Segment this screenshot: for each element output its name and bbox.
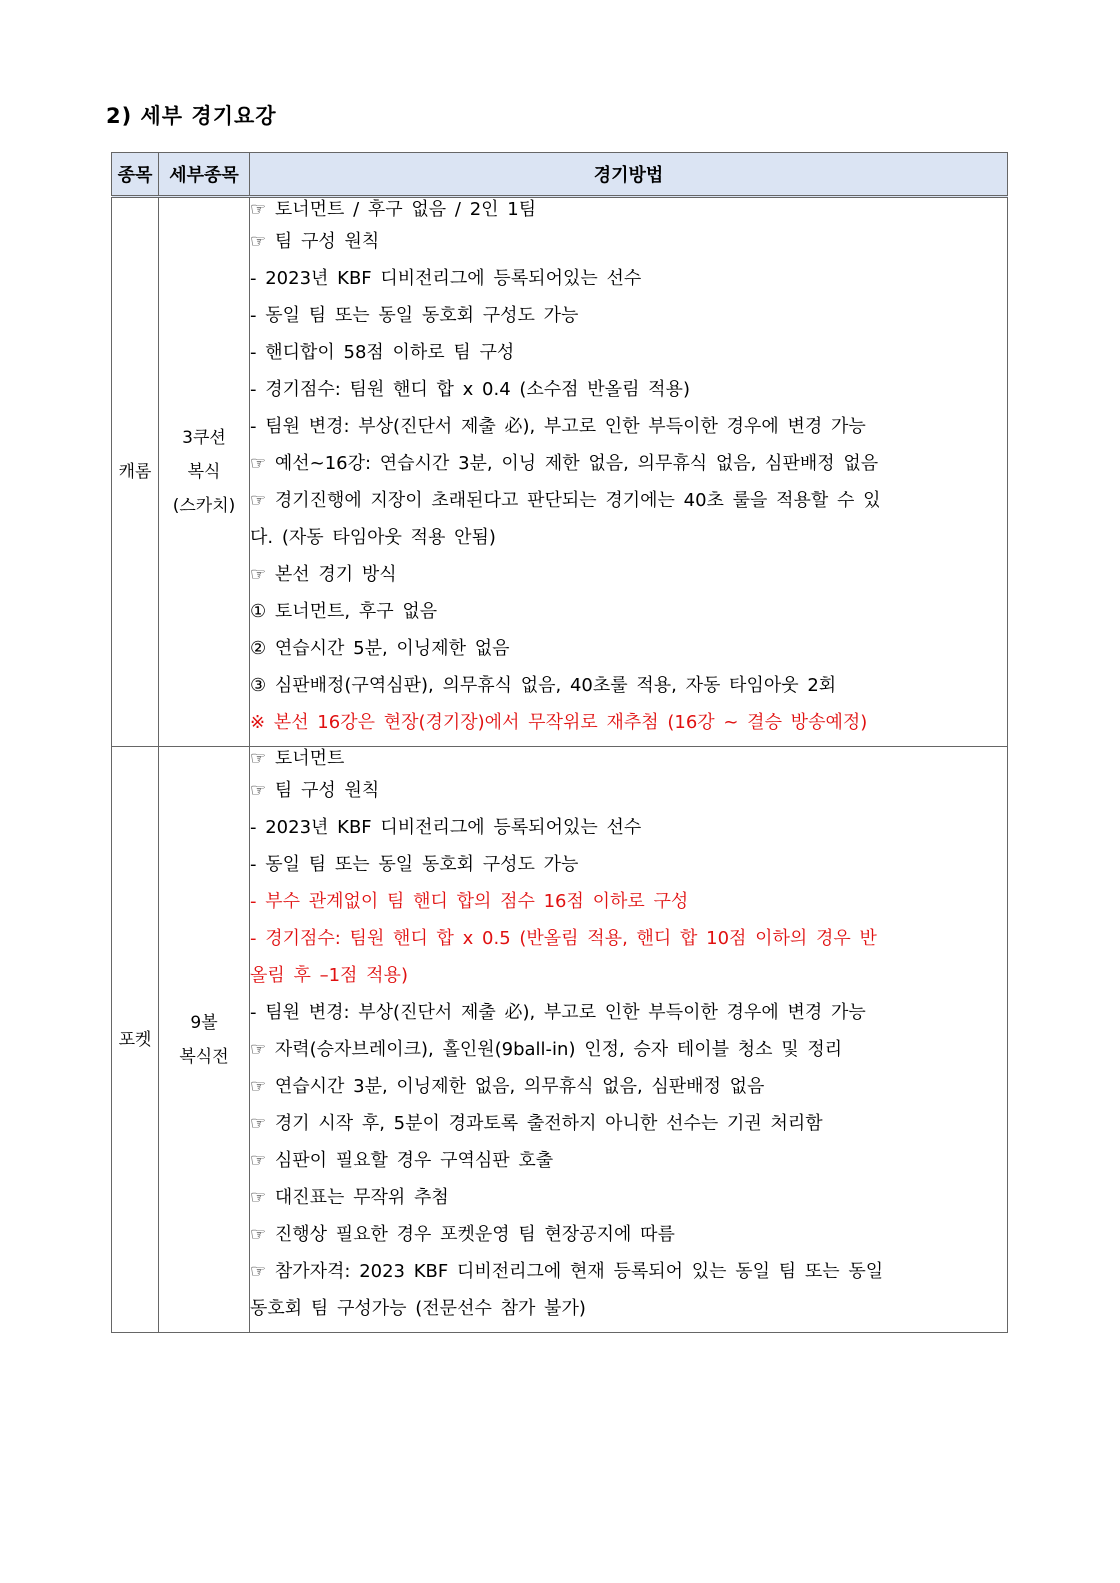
method-line: ☞ 연습시간 3분, 이닝제한 없음, 의무휴식 없음, 심판배정 없음	[250, 1076, 765, 1097]
method-line: - 부수 관계없이 팀 핸디 합의 점수 16점 이하로 구성	[250, 891, 689, 912]
method-line: ※ 본선 16강은 현장(경기장)에서 무작위로 재추첨 (16강 ~ 결승 방송예정)	[250, 712, 868, 733]
method-line: 다. (자동 타임아웃 적용 안됨)	[250, 527, 496, 548]
method-line: ☞ 진행상 필요한 경우 포켓운영 팀 현장공지에 따름	[250, 1224, 675, 1245]
method-line: - 팀원 변경: 부상(진단서 제출 必), 부고로 인한 부득이한 경우에 변경 가능	[250, 416, 866, 437]
method-line: ② 연습시간 5분, 이닝제한 없음	[250, 638, 510, 659]
method-cell	[250, 197, 1008, 747]
header-sub-event: 세부종목	[159, 153, 250, 197]
method-line: 동호회 팀 구성가능 (전문선수 참가 불가)	[250, 1298, 586, 1319]
method-line: ☞ 토너먼트	[250, 748, 345, 769]
method-line: - 경기점수: 팀원 핸디 합 x 0.5 (반올림 적용, 핸디 합 10점 이하의 경우 반	[250, 928, 877, 949]
sub-event-line: 3쿠션	[182, 428, 226, 448]
sub-event-line: 복식전	[179, 1046, 229, 1067]
table-header-row	[112, 153, 1008, 197]
method-line: ☞ 심판이 필요할 경우 구역심판 호출	[250, 1150, 554, 1171]
header-method: 경기방법	[250, 153, 1008, 197]
method-line: - 2023년 KBF 디비전리그에 등록되어있는 선수	[250, 817, 642, 838]
method-line: ☞ 대진표는 무작위 추첨	[250, 1187, 449, 1208]
method-line: ① 토너먼트, 후구 없음	[250, 601, 438, 622]
method-line: ☞ 자력(승자브레이크), 홀인원(9ball-in) 인정, 승자 테이블 청소 및 정리	[250, 1039, 843, 1060]
sub-event-line: 9볼	[190, 1012, 218, 1033]
sub-event-line: 복식	[187, 462, 221, 482]
section-title: 2) 세부 경기요강	[106, 104, 277, 128]
method-line: ③ 심판배정(구역심판), 의무휴식 없음, 40초룰 적용, 자동 타임아웃 2회	[250, 675, 837, 696]
table-row	[112, 747, 1008, 1333]
method-line: - 핸디합이 58점 이하로 팀 구성	[250, 342, 515, 363]
method-line: ☞ 참가자격: 2023 KBF 디비전리그에 현재 등록되어 있는 동일 팀 또는 동일	[250, 1261, 884, 1282]
method-line: - 동일 팀 또는 동일 동호회 구성도 가능	[250, 305, 579, 326]
sub-event-cell	[159, 747, 250, 1333]
method-line: 올림 후 –1점 적용)	[250, 965, 408, 986]
method-line: - 팀원 변경: 부상(진단서 제출 必), 부고로 인한 부득이한 경우에 변경 가능	[250, 1002, 866, 1023]
header-category: 종목	[112, 153, 159, 197]
method-line: - 2023년 KBF 디비전리그에 등록되어있는 선수	[250, 268, 642, 289]
sub-event-cell	[159, 197, 250, 747]
method-line: - 경기점수: 팀원 핸디 합 x 0.4 (소수점 반올림 적용)	[250, 379, 690, 400]
method-line: - 동일 팀 또는 동일 동호회 구성도 가능	[250, 854, 579, 875]
category-cell: 포켓	[112, 747, 159, 1333]
table-row	[112, 197, 1008, 747]
method-line: ☞ 본선 경기 방식	[250, 564, 397, 585]
method-line: ☞ 팀 구성 원칙	[250, 780, 380, 801]
method-line: ☞ 경기진행에 지장이 초래된다고 판단되는 경기에는 40초 룰을 적용할 수 있	[250, 490, 881, 511]
method-line: ☞ 토너먼트 / 후구 없음 / 2인 1팀	[250, 199, 537, 220]
category-cell: 캐롬	[112, 197, 159, 747]
method-line: ☞ 팀 구성 원칙	[250, 231, 380, 252]
method-cell	[250, 747, 1008, 1333]
method-line: ☞ 경기 시작 후, 5분이 경과토록 출전하지 아니한 선수는 기권 처리함	[250, 1113, 823, 1134]
competition-rules-table	[111, 152, 1008, 1333]
method-line: ☞ 예선~16강: 연습시간 3분, 이닝 제한 없음, 의무휴식 없음, 심판배정 없음	[250, 453, 879, 474]
sub-event-line: (스카치)	[172, 496, 236, 516]
